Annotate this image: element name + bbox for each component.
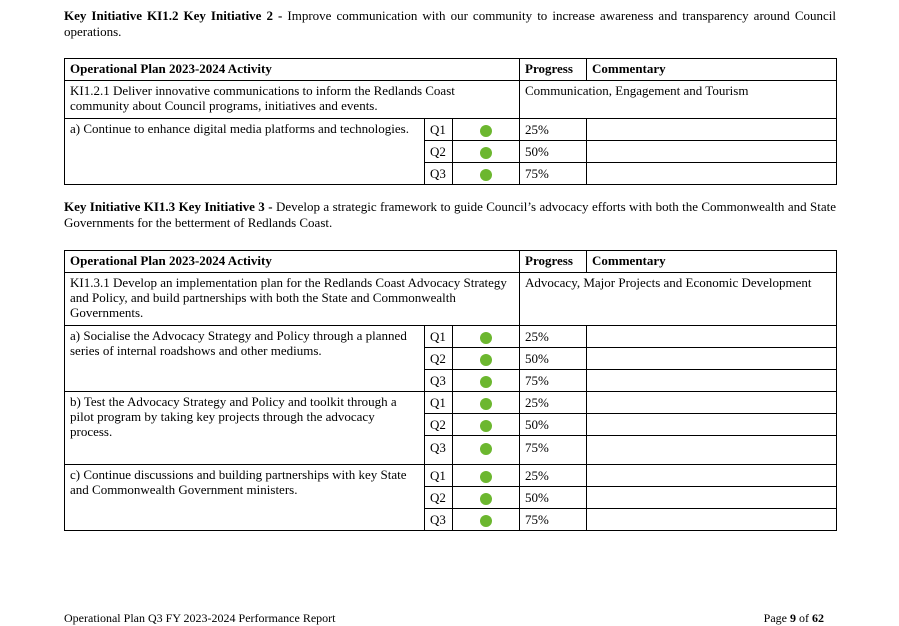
status-dot-icon bbox=[480, 354, 492, 366]
section2-heading-text: Develop a strategic framework to guide Council’s advocacy efforts with both the Commonwealth and State Governments for the betterment of Redlands Coast. bbox=[64, 199, 836, 230]
status-dot-icon bbox=[480, 398, 492, 410]
footer-page-number bbox=[764, 611, 824, 626]
responsible-area: Advocacy, Major Projects and Economic Development bbox=[520, 273, 837, 326]
progress-value: 75% bbox=[520, 370, 587, 392]
page-current: 9 bbox=[790, 611, 796, 625]
commentary-cell bbox=[587, 163, 837, 185]
status-cell bbox=[453, 392, 520, 414]
status-dot-icon bbox=[480, 376, 492, 388]
activity-header: Operational Plan 2023-2024 Activity bbox=[65, 251, 520, 273]
progress-header: Progress bbox=[520, 59, 587, 81]
progress-value: 50% bbox=[520, 487, 587, 509]
status-dot-icon bbox=[480, 420, 492, 432]
commentary-header: Commentary bbox=[587, 251, 837, 273]
quarter-label: Q3 bbox=[425, 509, 453, 531]
commentary-cell bbox=[587, 348, 837, 370]
status-cell bbox=[453, 163, 520, 185]
quarter-label: Q1 bbox=[425, 465, 453, 487]
commentary-cell bbox=[587, 509, 837, 531]
status-dot-icon bbox=[480, 471, 492, 483]
status-dot-icon bbox=[480, 125, 492, 137]
objective-text: KI1.3.1 Develop an implementation plan for the Redlands Coast Advocacy Strategy and Policy, and build partnerships with both the State and Commonwealth Governments. bbox=[65, 273, 520, 326]
commentary-cell bbox=[587, 119, 837, 141]
status-dot-icon bbox=[480, 493, 492, 505]
objective-row bbox=[65, 273, 837, 326]
table-row bbox=[65, 326, 837, 348]
activity-label: a) Continue to enhance digital media platforms and technologies. bbox=[65, 119, 425, 185]
quarter-label: Q2 bbox=[425, 414, 453, 436]
table-header-row bbox=[65, 251, 837, 273]
status-cell bbox=[453, 348, 520, 370]
commentary-cell bbox=[587, 487, 837, 509]
progress-value: 25% bbox=[520, 119, 587, 141]
quarter-label: Q3 bbox=[425, 163, 453, 185]
status-cell bbox=[453, 436, 520, 465]
page-prefix: Page bbox=[763, 611, 790, 625]
commentary-cell bbox=[587, 141, 837, 163]
section2-heading bbox=[64, 199, 836, 231]
status-cell bbox=[453, 414, 520, 436]
section1-heading-bold: Key Initiative KI1.2 Key Initiative 2 - bbox=[64, 8, 283, 23]
status-cell bbox=[453, 509, 520, 531]
quarter-label: Q3 bbox=[425, 370, 453, 392]
progress-value: 50% bbox=[520, 141, 587, 163]
status-cell bbox=[453, 487, 520, 509]
section1-heading-text: Improve communication with our community to increase awareness and transparency around Council operations. bbox=[64, 8, 836, 39]
commentary-header: Commentary bbox=[587, 59, 837, 81]
section1-table bbox=[64, 58, 837, 185]
progress-header: Progress bbox=[520, 251, 587, 273]
progress-value: 75% bbox=[520, 436, 587, 465]
quarter-label: Q2 bbox=[425, 348, 453, 370]
footer-report-title: Operational Plan Q3 FY 2023-2024 Performance Report bbox=[64, 611, 336, 625]
progress-value: 75% bbox=[520, 163, 587, 185]
status-dot-icon bbox=[480, 169, 492, 181]
progress-value: 50% bbox=[520, 348, 587, 370]
progress-value: 50% bbox=[520, 414, 587, 436]
commentary-cell bbox=[587, 370, 837, 392]
section2-table bbox=[64, 250, 837, 531]
activity-label: a) Socialise the Advocacy Strategy and Policy through a planned series of internal roadshows and other mediums. bbox=[65, 326, 425, 392]
quarter-label: Q1 bbox=[425, 119, 453, 141]
progress-value: 75% bbox=[520, 509, 587, 531]
commentary-cell bbox=[587, 392, 837, 414]
status-cell bbox=[453, 465, 520, 487]
quarter-label: Q1 bbox=[425, 392, 453, 414]
table-row bbox=[65, 465, 837, 487]
objective-text: KI1.2.1 Deliver innovative communications to inform the Redlands Coast community about Council programs, initiatives and events. bbox=[65, 81, 520, 119]
commentary-cell bbox=[587, 465, 837, 487]
activity-header: Operational Plan 2023-2024 Activity bbox=[65, 59, 520, 81]
activity-label: b) Test the Advocacy Strategy and Policy and toolkit through a pilot program by taking key projects through the advocacy process. bbox=[65, 392, 425, 465]
commentary-cell bbox=[587, 326, 837, 348]
progress-value: 25% bbox=[520, 392, 587, 414]
responsible-area: Communication, Engagement and Tourism bbox=[520, 81, 837, 119]
status-dot-icon bbox=[480, 443, 492, 455]
status-cell bbox=[453, 326, 520, 348]
page-separator: of bbox=[796, 611, 812, 625]
section1-heading bbox=[64, 8, 836, 40]
status-dot-icon bbox=[480, 147, 492, 159]
status-cell bbox=[453, 119, 520, 141]
quarter-label: Q2 bbox=[425, 487, 453, 509]
table-header-row bbox=[65, 59, 837, 81]
table-row bbox=[65, 119, 837, 141]
commentary-cell bbox=[587, 414, 837, 436]
progress-value: 25% bbox=[520, 326, 587, 348]
objective-row bbox=[65, 81, 837, 119]
status-cell bbox=[453, 141, 520, 163]
status-dot-icon bbox=[480, 515, 492, 527]
page-total: 62 bbox=[812, 611, 824, 625]
status-dot-icon bbox=[480, 332, 492, 344]
commentary-cell bbox=[587, 436, 837, 465]
activity-label: c) Continue discussions and building partnerships with key State and Commonwealth Government ministers. bbox=[65, 465, 425, 531]
quarter-label: Q3 bbox=[425, 436, 453, 465]
section2-heading-bold: Key Initiative KI1.3 Key Initiative 3 - bbox=[64, 199, 273, 214]
status-cell bbox=[453, 370, 520, 392]
table-row bbox=[65, 392, 837, 414]
quarter-label: Q1 bbox=[425, 326, 453, 348]
quarter-label: Q2 bbox=[425, 141, 453, 163]
progress-value: 25% bbox=[520, 465, 587, 487]
